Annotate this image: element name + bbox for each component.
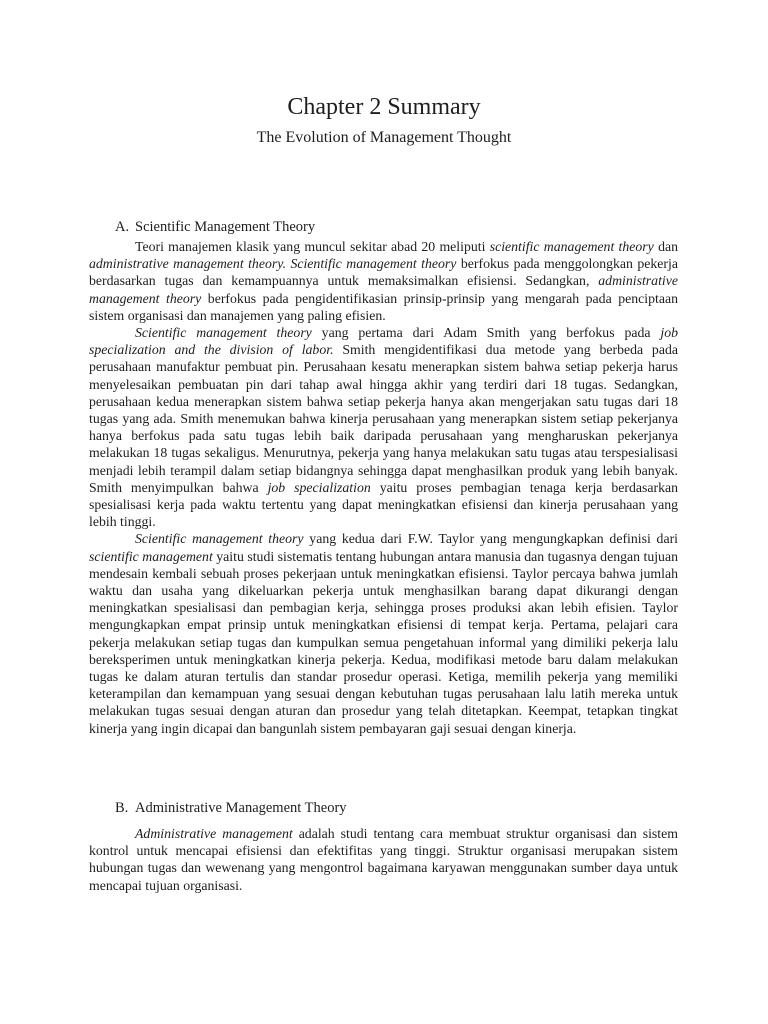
italic-term: scientific management — [89, 548, 213, 564]
text-run: adalah studi tentang cara membuat struktur organisasi dan sistem kontrol untuk mencapai efisiensi dan efektifitas yang tinggi. Struktur organisasi merupakan sistem hubungan tugas dan wewenang yang mengontrol bagaimana karyawan menggunakan sumber daya untuk mencapai tujuan organisasi. — [89, 826, 678, 893]
text-run: berfokus pada pengidentifikasian prinsip-prinsip yang mengarah pada penciptaan sistem organisasi dan manajemen yang paling efisien. — [89, 290, 678, 323]
text-run: yaitu proses pembagian tenaga kerja berdasarkan spesialisasi kerja pada waktu tertentu yang dapat meningkatkan efisiensi dan kinerja perusahaan yang lebih tinggi. — [89, 479, 678, 530]
section-b-letter: B. — [115, 800, 129, 816]
text-run: Smith mengidentifikasi dua metode yang berbeda pada perusahaan manufaktur pembuat pin. Perusahaan kesatu menerapkan sistem bahwa setiap pekerja harus menyelesaikan pembuatan pin dari tahap awal hingga akhir yang terdiri dari 18 tugas. Sedangkan, perusahaan kedua menerapkan sistem bahwa setiap pekerja hanya akan mengerjakan satu tugas dari 18 tugas yang ada. Smith menemukan bahwa kinerja perusahaan yang menerapkan sistem setiap pekerjanya hanya berfokus pada satu tugas lebih baik daripada perusahaan yang mengharuskan pekerjanya melakukan 18 tugas sekaligus. Menurutnya, pekerja yang hanya melakukan satu tugas atau terspesialisasi menjadi lebih terampil dalam setiap bidangnya sehingga dapat menghasilkan produk yang lebih banyak. Smith menyimpulkan bahwa — [89, 342, 678, 495]
text-run: yang kedua dari F.W. Taylor yang mengungkapkan definisi dari — [303, 531, 679, 547]
section-b-title: Administrative Management Theory — [135, 800, 347, 816]
page-subtitle: The Evolution of Management Thought — [256, 129, 512, 146]
text-run: yang pertama dari Adam Smith yang berfokus pada — [311, 325, 661, 341]
section-a-title: Scientific Management Theory — [135, 219, 316, 235]
italic-term: Administrative management — [135, 826, 293, 841]
section-a-paragraph-1 — [89, 238, 678, 324]
italic-term: Scientific management theory — [135, 325, 312, 341]
section-b-body — [89, 825, 678, 894]
section-a-heading — [115, 218, 315, 236]
italic-term: administrative management theory. Scientific management theory — [89, 256, 457, 272]
section-a-paragraph-3 — [89, 530, 678, 736]
text-run: dan — [653, 239, 678, 254]
text-run: berfokus pada menggolongkan pekerja berdasarkan tugas dan kemampuannya untuk memaksimalkan efisiensi. Sedangkan, — [89, 256, 678, 289]
italic-term: job specialization and the division of labor. — [89, 325, 678, 358]
page-title: Chapter 2 Summary — [287, 94, 481, 120]
section-b-paragraph-1 — [89, 825, 678, 894]
italic-term: job specialization — [267, 479, 371, 495]
section-a-paragraph-2 — [89, 324, 678, 530]
section-a-body — [89, 238, 678, 737]
section-a-letter: A. — [115, 219, 130, 235]
text-run: yaitu studi sistematis tentang hubungan antara manusia dan tugasnya dengan tujuan mendesain kembali sebuah proses pekerjaan untuk meningkatkan efisiensi. Taylor percaya bahwa jumlah waktu dan usaha yang dikeluarkan pekerja untuk menghasilkan barang dapat dikurangi dengan meningkatkan spesialisasi dan pembagian kerja, sehingga proses produksi akan lebih efisien. Taylor mengungkapkan empat prinsip untuk meningkatkan efisiensi di tempat kerja. Pertama, pelajari cara pekerja melakukan setiap tugas dan kumpulkan semua pengetahuan informal yang dimiliki pekerja lalu bereksperimen untuk meningkatkan kinerja pekerja. Kedua, modifikasi metode baru dalam melakukan tugas ke dalam aturan tertulis dan standar prosedur operasi. Ketiga, memilih pekerja yang memiliki keterampilan dan kemampuan yang sesuai dengan kebutuhan tugas perusahaan lalu latih mereka untuk melakukan tugas sesuai dengan aturan dan prosedur yang telah ditetapkan. Keempat, tetapkan tingkat kinerja yang ingin dicapai dan bangunlah sistem pembayaran gaji sesuai dengan kinerja. — [89, 548, 678, 736]
section-b-heading — [115, 799, 347, 817]
italic-term: administrative management theory — [89, 273, 678, 306]
text-run: Teori manajemen klasik yang muncul sekitar abad 20 meliputi — [135, 239, 490, 254]
italic-term: scientific management theory — [489, 239, 654, 254]
italic-term: Scientific management theory — [135, 531, 304, 547]
